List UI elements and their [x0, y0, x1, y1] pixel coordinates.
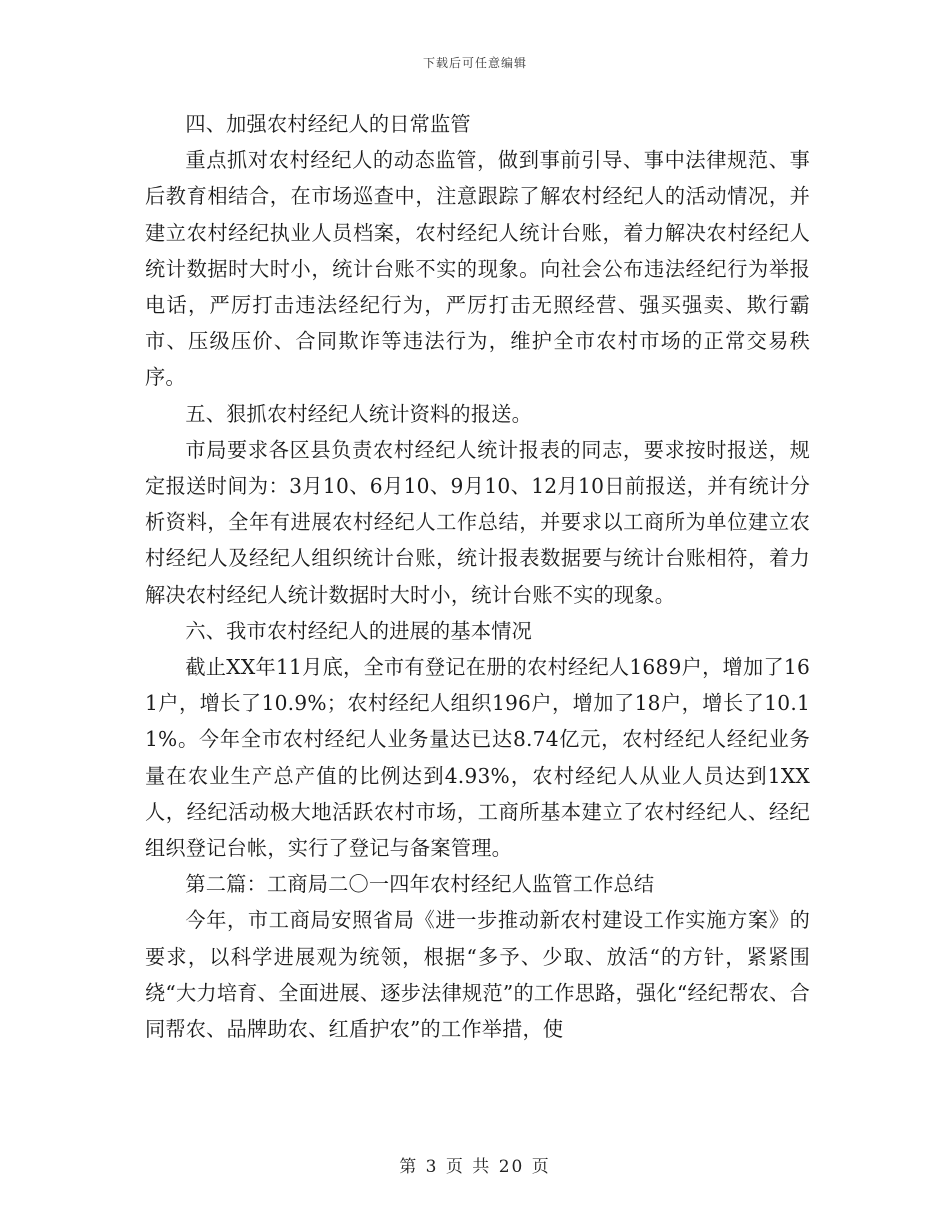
section-heading-5: 五、狠抓农村经纪人统计资料的报送。 — [185, 401, 532, 426]
chapter-heading-2: 第二篇：工商局二〇一四年农村经纪人监管工作总结 — [185, 872, 655, 897]
document-body — [145, 106, 810, 1047]
section-heading-6: 六、我市农村经纪人的进展的基本情况 — [185, 618, 532, 643]
body-paragraph-2: 市局要求各区县负责农村经纪人统计报表的同志，要求按时报送，规定报送时间为：3月10、6月10、9月10、12月10日前报送，并有统计分析资料，全年有进展农村经纪人工作总结，并要求以工商所为单位建立农村经纪人及经纪人组织统计台账，统计报表数据要与统计台账相符，着力解决农村经纪人统计数据时大时小，统计台账不实的现象。 — [145, 437, 810, 607]
body-paragraph-4: 今年，市工商局安照省局《进一步推动新农村建设工作实施方案》的要求，以科学进展观为统领，根据“多予、少取、放活“的方针，紧紧围绕“大力培育、全面进展、逐步法律规范”的工作思路，强化“经纪帮农、合同帮农、品牌助农、红盾护农”的工作举措，使 — [145, 908, 810, 1042]
page-number: 第 3 页 共 20 页 — [399, 1157, 551, 1177]
body-paragraph-3: 截止XX年11月底，全市有登记在册的农村经纪人1689户，增加了161户，增长了10.9%；农村经纪人组织196户，增加了18户，增长了10.11%。今年全市农村经纪人业务量达已达8.74亿元，农村经纪人经纪业务量在农业生产总产值的比例达到4.93%，农村经纪人从业人员达到1XX人，经纪活动极大地活跃农村市场，工商所基本建立了农村经纪人、经纪组织登记台帐，实行了登记与备案管理。 — [145, 655, 810, 861]
body-paragraph-1: 重点抓对农村经纪人的动态监管，做到事前引导、事中法律规范、事后教育相结合，在市场巡查中，注意跟踪了解农村经纪人的活动情况，并建立农村经纪执业人员档案，农村经纪人统计台账，着力解决农村经纪人统计数据时大时小，统计台账不实的现象。向社会公布违法经纪行为举报电话，严厉打击违法经纪行为，严厉打击无照经营、强买强卖、欺行霸市、压级压价、合同欺诈等违法行为，维护全市农村市场的正常交易秩序。 — [145, 148, 810, 390]
page-header-note: 下载后可任意编辑 — [422, 56, 527, 70]
section-heading-4: 四、加强农村经纪人的日常监管 — [185, 112, 471, 136]
